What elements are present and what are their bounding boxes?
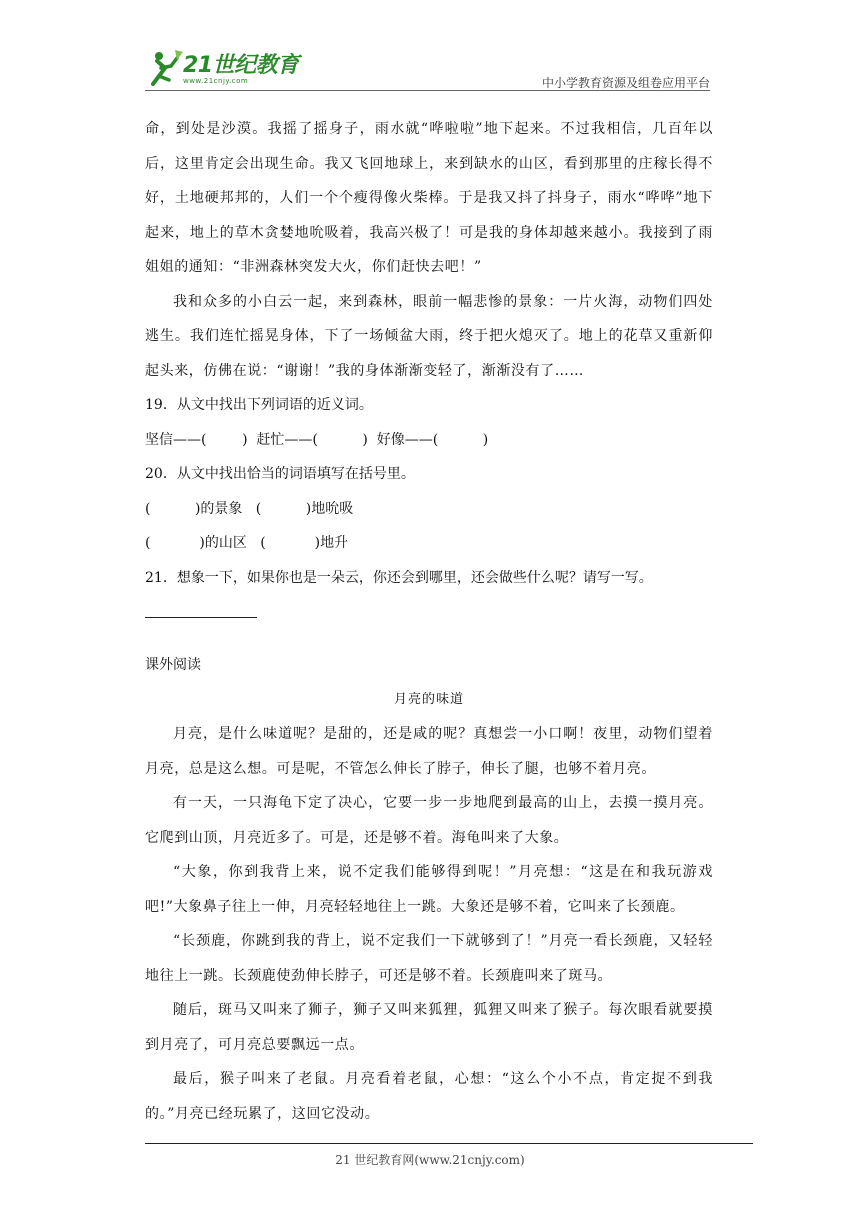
question-20-blanks-row[interactable]: ( )的山区 ( )地升 bbox=[145, 535, 349, 551]
story-title: 月亮的味道 bbox=[393, 691, 464, 707]
footer-divider bbox=[145, 1143, 753, 1144]
question-20: 20．从文中找出恰当的词语填写在括号里。 bbox=[145, 466, 415, 482]
page-header bbox=[145, 40, 710, 92]
section-label: 课外阅读 bbox=[145, 657, 201, 673]
story-paragraph: 月亮，是什么味道呢？是甜的，还是咸的呢？真想尝一小口啊！夜里，动物们望着月亮，总是这么想。可是呢，不管怎么伸长了脖子，伸长了腿，也够不着月亮。 bbox=[145, 726, 713, 777]
logo-url: www.21cnjy.com bbox=[183, 77, 249, 85]
question-20-blanks-row[interactable]: ( )的景象 ( )地吮吸 bbox=[145, 500, 354, 517]
story-paragraph: 有一天，一只海龟下定了决心，它要一步一步地爬到最高的山上，去摸一摸月亮。它爬到山顶，月亮近多了。可是，还是够不着。海龟叫来了大象。 bbox=[145, 795, 713, 846]
logo-text: 21世纪教育 bbox=[183, 53, 299, 78]
story-paragraph: “大象，你到我背上来，说不定我们能够得到呢！”月亮想：“这是在和我玩游戏吧!”大象鼻子往上一伸，月亮轻轻地往上一跳。大象还是够不着，它叫来了长颈鹿。 bbox=[145, 864, 713, 915]
header-divider bbox=[145, 90, 710, 91]
question-19: 19．从文中找出下列词语的近义词。 bbox=[145, 397, 373, 413]
runner-logo-icon bbox=[145, 48, 185, 88]
question-19-blanks[interactable]: 坚信——( ) 赶忙——( ) 好像——( ) bbox=[145, 431, 489, 448]
story-paragraph: “长颈鹿，你跳到我的背上，说不定我们一下就够到了！”月亮一看长颈鹿，又轻轻地往上一跳。长颈鹿使劲伸长脖子，可还是够不着。长颈鹿叫来了斑马。 bbox=[145, 933, 713, 984]
answer-line[interactable] bbox=[145, 617, 257, 618]
passage-paragraph: 我和众多的小白云一起，来到森林，眼前一幅悲惨的景象：一片火海，动物们四处逃生。我们连忙摇晃身体，下了一场倾盆大雨，终于把火熄灭了。地上的花草又重新仰起头来，仿佛在说：“谢谢！”我的身体渐渐变轻了，渐渐没有了…… bbox=[145, 293, 713, 379]
story-paragraph: 随后，斑马又叫来了狮子，狮子又叫来狐狸，狐狸又叫来了猴子。每次眼看就要摸到月亮了，可月亮总要飘远一点。 bbox=[145, 1002, 713, 1053]
question-21: 21．想象一下，如果你也是一朵云，你还会到哪里，还会做些什么呢？请写一写。 bbox=[145, 569, 653, 586]
story-paragraph: 最后，猴子叫来了老鼠。月亮看着老鼠，心想：“这么个小不点，肯定捉不到我的。”月亮已经玩累了，这回它没动。 bbox=[145, 1071, 713, 1122]
platform-name: 中小学教育资源及组卷应用平台 bbox=[541, 76, 710, 90]
passage-paragraph: 命，到处是沙漠。我摇了摇身子，雨水就“哗啦啦”地下起来。不过我相信，几百年以后，这里肯定会出现生命。我又飞回地球上，来到缺水的山区，看到那里的庄稼长得不好，土地硬邦邦的，人们一个个瘦得像火柴棒。于是我又抖了抖身子，雨水“哗哗”地下起来，地上的草木贪婪地吮吸着，我高兴极了！可是我的身体却越来越小。我接到了雨姐姐的通知：“非洲森林突发大火，你们赶快去吧！” bbox=[145, 121, 713, 275]
footer-text[interactable]: 21 世纪教育网(www.21cnjy.com) bbox=[335, 1153, 525, 1167]
site-logo[interactable] bbox=[145, 44, 315, 90]
main-content bbox=[145, 112, 713, 1131]
